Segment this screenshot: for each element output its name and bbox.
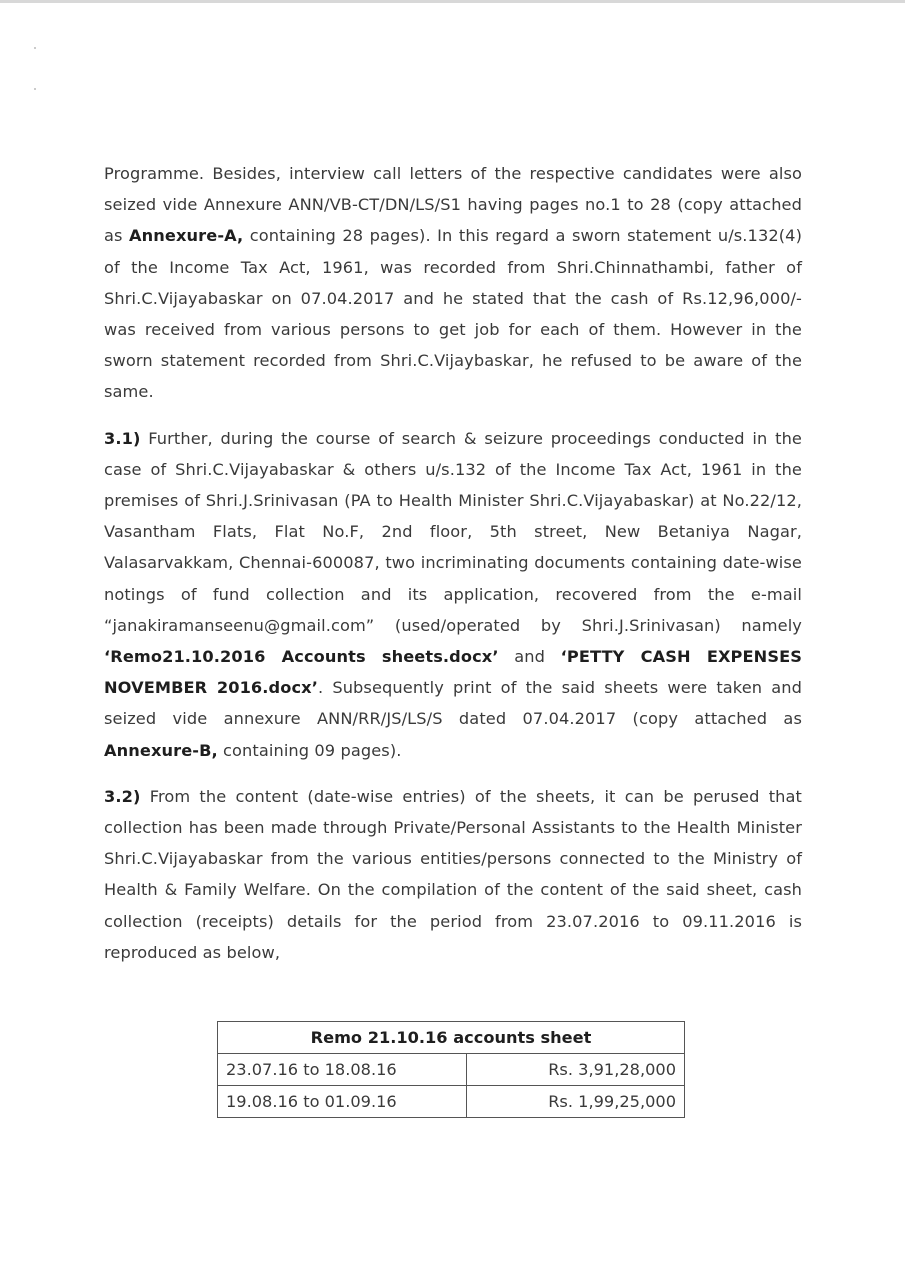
paragraph-3-2 <box>104 781 802 968</box>
accounts-sheet-table <box>217 1021 685 1118</box>
paragraph-programme <box>104 158 802 408</box>
scan-speck <box>34 47 36 49</box>
text-run: Further, during the course of search & seizure proceedings conducted in the case of Shri.C.Vijayabaskar & others u/s.132 of the Income Tax Act, 1961 in the premises of Shri.J.Srinivasan (PA to Health Minister Shri.C.Vijayabaskar) at No.22/12, Vasantham Flats, Flat No.F, 2nd floor, 5th street, New Betaniya Nagar, Valasarvakkam, Chennai-600087, two incriminating documents containing date-wise notings of fund collection and its application, recovered from the e-mail “janakiramanseenu@gmail.com” (used/operated by Shri.J.Srinivasan) namely <box>104 428 802 635</box>
annexure-a-ref: Annexure-A, <box>129 226 244 246</box>
scan-edge <box>0 0 905 3</box>
text-run: . Subsequently print of the said sheets were taken and seized vide annexure ANN/RR/JS/LS/S dated 07.04.2017 (copy attached as <box>104 678 803 729</box>
text-run: From the content (date-wise entries) of the sheets, it can be perused that collection has been made through Private/Personal Assistants to the Health Minister Shri.C.Vijayabaskar from the various entities/persons connected to the Ministry of Health & Family Welfare. On the compilation of the content of the said sheet, cash collection (receipts) details for the period from 23.07.2016 to 09.11.2016 is reproduced as below, <box>104 786 802 962</box>
document-name-remo: ‘Remo21.10.2016 Accounts sheets.docx’ <box>104 647 499 667</box>
table-row <box>218 1054 685 1086</box>
table-title: Remo 21.10.16 accounts sheet <box>218 1022 685 1054</box>
table-header-row <box>218 1022 685 1054</box>
annexure-b-ref: Annexure-B, <box>104 740 218 760</box>
period-cell: 19.08.16 to 01.09.16 <box>218 1086 467 1118</box>
section-number: 3.1) <box>104 428 141 448</box>
amount-cell: Rs. 1,99,25,000 <box>467 1086 685 1118</box>
text-run: containing 09 pages). <box>217 740 402 760</box>
amount-cell: Rs. 3,91,28,000 <box>467 1054 685 1086</box>
period-cell: 23.07.16 to 18.08.16 <box>218 1054 467 1086</box>
paragraph-3-1 <box>104 423 802 766</box>
text-run: containing 28 pages). In this regard a sworn statement u/s.132(4) of the Income Tax Act, 1961, was recorded from Shri.Chinnathambi, father of Shri.C.Vijayabaskar on 07.04.2017 and he stated that the cash of Rs.12,96,000/- was received from various persons to get job for each of them. However in the sworn statement recorded from Shri.C.Vijaybaskar, he refused to be aware of the same. <box>104 226 802 402</box>
section-number: 3.2) <box>104 786 141 806</box>
document-body <box>104 158 802 968</box>
table-row <box>218 1086 685 1118</box>
text-run: and <box>498 647 561 667</box>
document-name-petty-cash: ‘PETTY CASH EXPENSES NOVEMBER 2016.docx’ <box>104 647 802 698</box>
text-run: Programme. Besides, interview call letters of the respective candidates were also seized vide Annexure ANN/VB-CT/DN/LS/S1 having pages no.1 to 28 (copy attached as <box>104 164 802 246</box>
scan-speck <box>34 88 36 90</box>
